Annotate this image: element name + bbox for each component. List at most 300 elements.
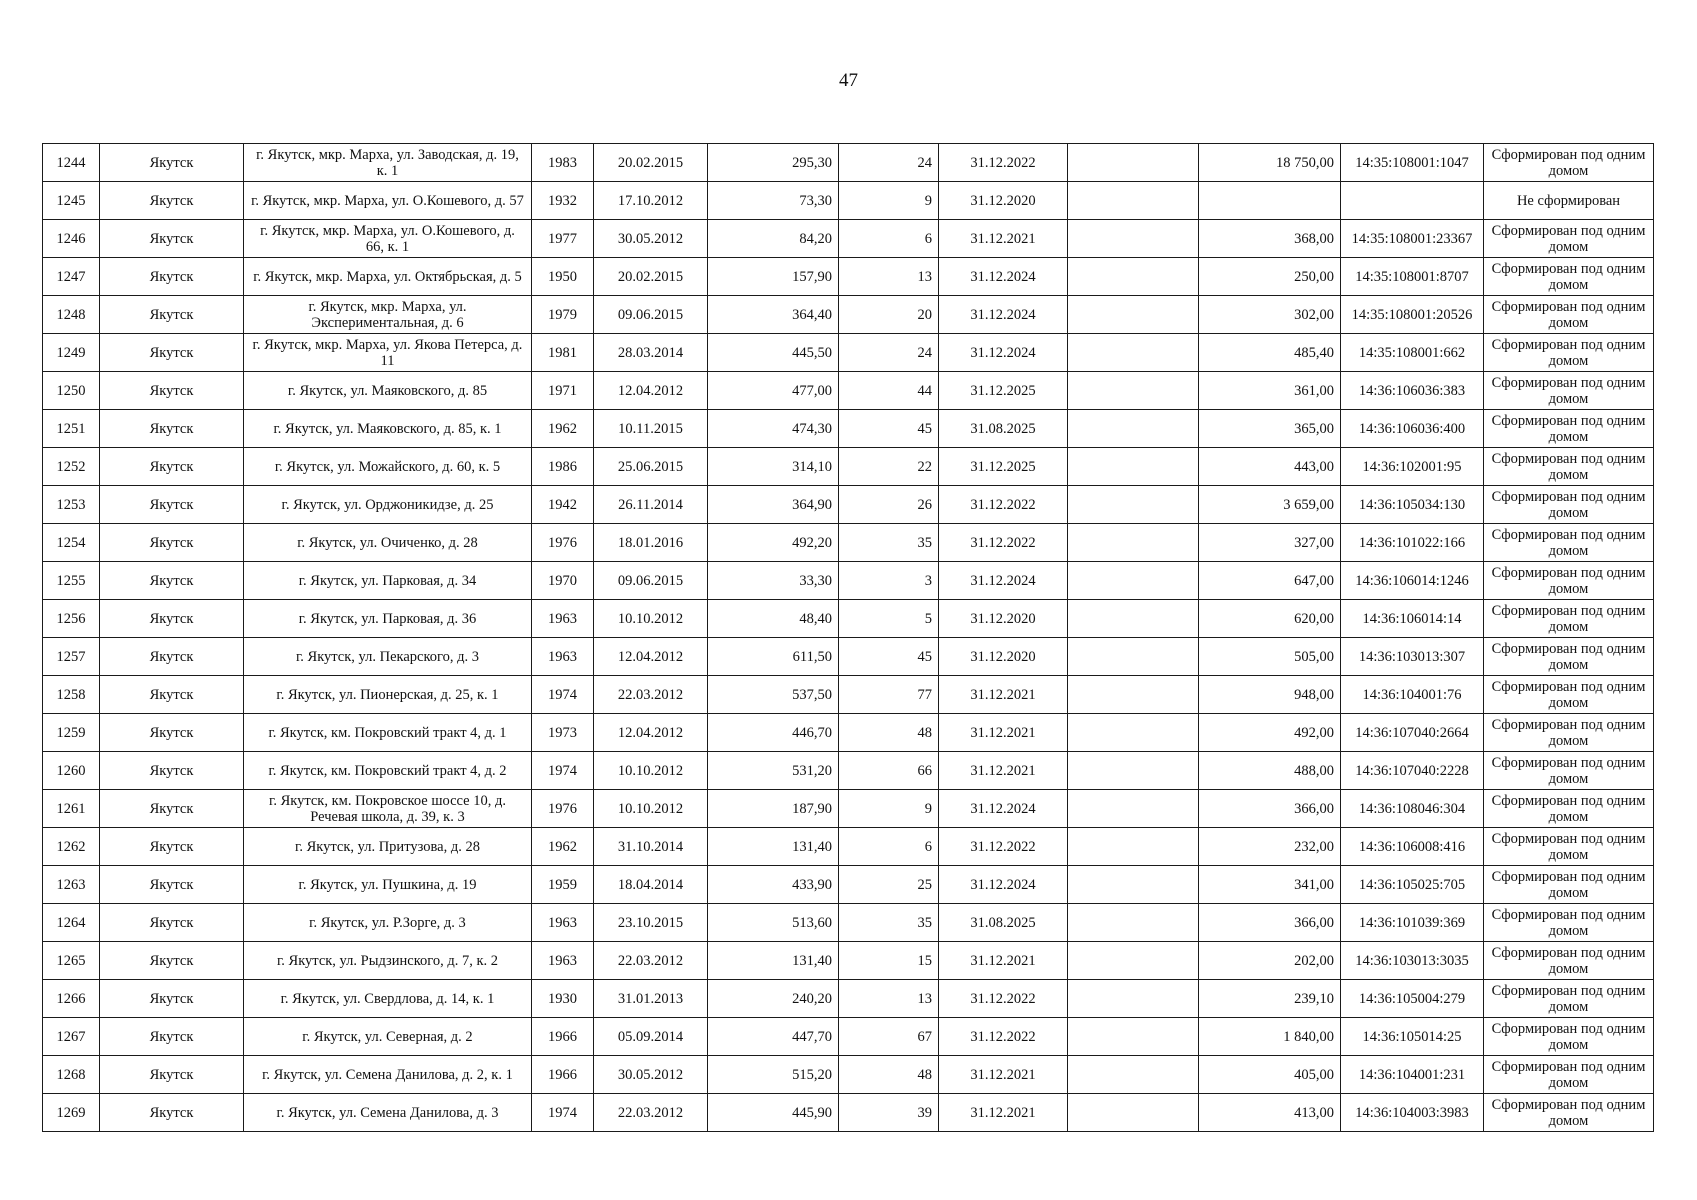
cell-empty (1068, 258, 1199, 296)
cell-address: г. Якутск, мкр. Марха, ул. Заводская, д. 19, к. 1 (244, 144, 532, 182)
cell-address: г. Якутск, ул. Можайского, д. 60, к. 5 (244, 448, 532, 486)
cell-status: Сформирован под одним домом (1484, 904, 1654, 942)
cell-residents: 6 (839, 828, 939, 866)
cell-deadline: 31.12.2022 (939, 144, 1068, 182)
cell-land-area: 366,00 (1199, 790, 1341, 828)
cell-cadastral-number: 14:35:108001:23367 (1341, 220, 1484, 258)
cell-city: Якутск (100, 904, 244, 942)
cell-area: 515,20 (708, 1056, 839, 1094)
table-row (43, 296, 1654, 334)
cell-empty (1068, 942, 1199, 980)
cell-cadastral-number: 14:36:106014:1246 (1341, 562, 1484, 600)
table-row (43, 448, 1654, 486)
cell-cadastral-number: 14:36:104003:3983 (1341, 1094, 1484, 1132)
cell-area: 314,10 (708, 448, 839, 486)
cell-empty (1068, 372, 1199, 410)
cell-number: 1245 (43, 182, 100, 220)
cell-number: 1252 (43, 448, 100, 486)
cell-city: Якутск (100, 866, 244, 904)
cell-cadastral-number: 14:36:106008:416 (1341, 828, 1484, 866)
cell-number: 1246 (43, 220, 100, 258)
cell-deadline: 31.12.2020 (939, 600, 1068, 638)
cell-date: 10.10.2012 (594, 790, 708, 828)
table-row (43, 1018, 1654, 1056)
cell-status: Сформирован под одним домом (1484, 448, 1654, 486)
cell-address: г. Якутск, ул. Рыдзинского, д. 7, к. 2 (244, 942, 532, 980)
cell-date: 12.04.2012 (594, 714, 708, 752)
cell-area: 131,40 (708, 828, 839, 866)
cell-deadline: 31.12.2021 (939, 1056, 1068, 1094)
cell-area: 445,90 (708, 1094, 839, 1132)
cell-land-area: 361,00 (1199, 372, 1341, 410)
cell-status: Сформирован под одним домом (1484, 372, 1654, 410)
cell-land-area: 365,00 (1199, 410, 1341, 448)
cell-number: 1257 (43, 638, 100, 676)
cell-address: г. Якутск, ул. Р.Зорге, д. 3 (244, 904, 532, 942)
cell-status: Сформирован под одним домом (1484, 1094, 1654, 1132)
cell-land-area: 3 659,00 (1199, 486, 1341, 524)
cell-area: 131,40 (708, 942, 839, 980)
cell-land-area: 202,00 (1199, 942, 1341, 980)
cell-date: 18.01.2016 (594, 524, 708, 562)
cell-year: 1970 (532, 562, 594, 600)
cell-year: 1962 (532, 828, 594, 866)
cell-date: 09.06.2015 (594, 296, 708, 334)
cell-date: 20.02.2015 (594, 144, 708, 182)
cell-cadastral-number: 14:35:108001:1047 (1341, 144, 1484, 182)
cell-year: 1977 (532, 220, 594, 258)
cell-empty (1068, 752, 1199, 790)
cell-cadastral-number: 14:36:103013:307 (1341, 638, 1484, 676)
table-row (43, 258, 1654, 296)
cell-land-area: 302,00 (1199, 296, 1341, 334)
cell-city: Якутск (100, 980, 244, 1018)
cell-land-area: 1 840,00 (1199, 1018, 1341, 1056)
table-row (43, 1056, 1654, 1094)
cell-address: г. Якутск, мкр. Марха, ул. О.Кошевого, д. 66, к. 1 (244, 220, 532, 258)
cell-address: г. Якутск, мкр. Марха, ул. О.Кошевого, д. 57 (244, 182, 532, 220)
cell-land-area (1199, 182, 1341, 220)
cell-deadline: 31.12.2021 (939, 942, 1068, 980)
cell-residents: 35 (839, 904, 939, 942)
cell-city: Якутск (100, 714, 244, 752)
table-row (43, 790, 1654, 828)
table-row (43, 486, 1654, 524)
cell-address: г. Якутск, ул. Свердлова, д. 14, к. 1 (244, 980, 532, 1018)
cell-empty (1068, 486, 1199, 524)
page-number: 47 (839, 70, 858, 91)
cell-land-area: 250,00 (1199, 258, 1341, 296)
housing-registry-table (42, 143, 1654, 1132)
cell-date: 17.10.2012 (594, 182, 708, 220)
cell-status: Сформирован под одним домом (1484, 1056, 1654, 1094)
cell-address: г. Якутск, ул. Семена Данилова, д. 3 (244, 1094, 532, 1132)
cell-residents: 20 (839, 296, 939, 334)
cell-status: Сформирован под одним домом (1484, 296, 1654, 334)
cell-land-area: 405,00 (1199, 1056, 1341, 1094)
cell-residents: 39 (839, 1094, 939, 1132)
cell-deadline: 31.12.2024 (939, 334, 1068, 372)
cell-deadline: 31.12.2025 (939, 372, 1068, 410)
cell-deadline: 31.12.2022 (939, 486, 1068, 524)
cell-city: Якутск (100, 258, 244, 296)
cell-cadastral-number: 14:36:106014:14 (1341, 600, 1484, 638)
cell-deadline: 31.12.2020 (939, 638, 1068, 676)
table-row (43, 904, 1654, 942)
cell-deadline: 31.12.2025 (939, 448, 1068, 486)
cell-number: 1251 (43, 410, 100, 448)
cell-cadastral-number: 14:36:105034:130 (1341, 486, 1484, 524)
cell-empty (1068, 790, 1199, 828)
cell-status: Сформирован под одним домом (1484, 144, 1654, 182)
cell-city: Якутск (100, 600, 244, 638)
cell-land-area: 620,00 (1199, 600, 1341, 638)
cell-land-area: 341,00 (1199, 866, 1341, 904)
cell-date: 09.06.2015 (594, 562, 708, 600)
cell-year: 1950 (532, 258, 594, 296)
cell-status: Сформирован под одним домом (1484, 524, 1654, 562)
table-row (43, 676, 1654, 714)
cell-cadastral-number: 14:35:108001:20526 (1341, 296, 1484, 334)
cell-address: г. Якутск, ул. Пионерская, д. 25, к. 1 (244, 676, 532, 714)
cell-cadastral-number (1341, 182, 1484, 220)
cell-land-area: 413,00 (1199, 1094, 1341, 1132)
cell-city: Якутск (100, 752, 244, 790)
cell-residents: 3 (839, 562, 939, 600)
cell-year: 1976 (532, 790, 594, 828)
cell-year: 1963 (532, 942, 594, 980)
cell-city: Якутск (100, 144, 244, 182)
cell-residents: 48 (839, 714, 939, 752)
cell-residents: 35 (839, 524, 939, 562)
cell-status: Сформирован под одним домом (1484, 220, 1654, 258)
cell-residents: 77 (839, 676, 939, 714)
cell-status: Не сформирован (1484, 182, 1654, 220)
cell-cadastral-number: 14:36:107040:2664 (1341, 714, 1484, 752)
cell-city: Якутск (100, 676, 244, 714)
cell-area: 477,00 (708, 372, 839, 410)
cell-area: 537,50 (708, 676, 839, 714)
cell-deadline: 31.12.2022 (939, 524, 1068, 562)
table-row (43, 410, 1654, 448)
cell-date: 10.11.2015 (594, 410, 708, 448)
cell-land-area: 443,00 (1199, 448, 1341, 486)
cell-date: 22.03.2012 (594, 676, 708, 714)
cell-empty (1068, 144, 1199, 182)
cell-land-area: 488,00 (1199, 752, 1341, 790)
cell-date: 18.04.2014 (594, 866, 708, 904)
cell-number: 1268 (43, 1056, 100, 1094)
cell-number: 1253 (43, 486, 100, 524)
cell-area: 513,60 (708, 904, 839, 942)
cell-deadline: 31.12.2021 (939, 676, 1068, 714)
cell-address: г. Якутск, ул. Очиченко, д. 28 (244, 524, 532, 562)
cell-cadastral-number: 14:36:103013:3035 (1341, 942, 1484, 980)
cell-residents: 15 (839, 942, 939, 980)
cell-date: 12.04.2012 (594, 638, 708, 676)
cell-land-area: 485,40 (1199, 334, 1341, 372)
cell-year: 1963 (532, 904, 594, 942)
cell-status: Сформирован под одним домом (1484, 258, 1654, 296)
cell-date: 10.10.2012 (594, 600, 708, 638)
cell-deadline: 31.08.2025 (939, 410, 1068, 448)
cell-year: 1973 (532, 714, 594, 752)
cell-land-area: 366,00 (1199, 904, 1341, 942)
cell-cadastral-number: 14:36:105004:279 (1341, 980, 1484, 1018)
cell-residents: 44 (839, 372, 939, 410)
cell-year: 1974 (532, 1094, 594, 1132)
cell-residents: 6 (839, 220, 939, 258)
cell-status: Сформирован под одним домом (1484, 562, 1654, 600)
cell-area: 33,30 (708, 562, 839, 600)
cell-year: 1974 (532, 676, 594, 714)
cell-deadline: 31.12.2024 (939, 790, 1068, 828)
cell-status: Сформирован под одним домом (1484, 790, 1654, 828)
cell-city: Якутск (100, 372, 244, 410)
cell-area: 295,30 (708, 144, 839, 182)
cell-city: Якутск (100, 790, 244, 828)
cell-number: 1262 (43, 828, 100, 866)
cell-cadastral-number: 14:35:108001:8707 (1341, 258, 1484, 296)
cell-residents: 13 (839, 258, 939, 296)
table-body (43, 144, 1654, 1132)
cell-address: г. Якутск, км. Покровский тракт 4, д. 1 (244, 714, 532, 752)
cell-area: 48,40 (708, 600, 839, 638)
cell-year: 1966 (532, 1018, 594, 1056)
cell-status: Сформирован под одним домом (1484, 638, 1654, 676)
cell-address: г. Якутск, ул. Пушкина, д. 19 (244, 866, 532, 904)
cell-date: 23.10.2015 (594, 904, 708, 942)
cell-number: 1254 (43, 524, 100, 562)
cell-number: 1249 (43, 334, 100, 372)
cell-residents: 67 (839, 1018, 939, 1056)
cell-land-area: 492,00 (1199, 714, 1341, 752)
cell-cadastral-number: 14:36:105014:25 (1341, 1018, 1484, 1056)
cell-address: г. Якутск, мкр. Марха, ул. Экспериментальная, д. 6 (244, 296, 532, 334)
cell-deadline: 31.12.2021 (939, 714, 1068, 752)
cell-year: 1971 (532, 372, 594, 410)
table-row (43, 752, 1654, 790)
cell-number: 1265 (43, 942, 100, 980)
cell-address: г. Якутск, ул. Маяковского, д. 85, к. 1 (244, 410, 532, 448)
cell-number: 1244 (43, 144, 100, 182)
cell-cadastral-number: 14:36:101022:166 (1341, 524, 1484, 562)
table-row (43, 638, 1654, 676)
cell-address: г. Якутск, ул. Семена Данилова, д. 2, к. 1 (244, 1056, 532, 1094)
cell-year: 1983 (532, 144, 594, 182)
cell-empty (1068, 562, 1199, 600)
cell-number: 1258 (43, 676, 100, 714)
cell-number: 1263 (43, 866, 100, 904)
table-row (43, 220, 1654, 258)
cell-land-area: 239,10 (1199, 980, 1341, 1018)
cell-status: Сформирован под одним домом (1484, 410, 1654, 448)
cell-residents: 24 (839, 144, 939, 182)
table-row (43, 372, 1654, 410)
cell-year: 1981 (532, 334, 594, 372)
cell-number: 1266 (43, 980, 100, 1018)
cell-number: 1267 (43, 1018, 100, 1056)
table-row (43, 144, 1654, 182)
cell-city: Якутск (100, 828, 244, 866)
cell-address: г. Якутск, мкр. Марха, ул. Октябрьская, д. 5 (244, 258, 532, 296)
table-row (43, 600, 1654, 638)
cell-cadastral-number: 14:36:105025:705 (1341, 866, 1484, 904)
cell-address: г. Якутск, ул. Орджоникидзе, д. 25 (244, 486, 532, 524)
cell-empty (1068, 296, 1199, 334)
cell-year: 1979 (532, 296, 594, 334)
table-row (43, 866, 1654, 904)
cell-area: 531,20 (708, 752, 839, 790)
cell-city: Якутск (100, 562, 244, 600)
cell-status: Сформирован под одним домом (1484, 1018, 1654, 1056)
cell-city: Якутск (100, 448, 244, 486)
cell-deadline: 31.12.2022 (939, 828, 1068, 866)
cell-area: 187,90 (708, 790, 839, 828)
cell-area: 611,50 (708, 638, 839, 676)
cell-number: 1259 (43, 714, 100, 752)
cell-residents: 26 (839, 486, 939, 524)
cell-city: Якутск (100, 1094, 244, 1132)
cell-empty (1068, 980, 1199, 1018)
cell-land-area: 232,00 (1199, 828, 1341, 866)
cell-residents: 24 (839, 334, 939, 372)
cell-area: 445,50 (708, 334, 839, 372)
cell-empty (1068, 638, 1199, 676)
cell-year: 1986 (532, 448, 594, 486)
cell-year: 1942 (532, 486, 594, 524)
table-row (43, 334, 1654, 372)
cell-date: 22.03.2012 (594, 1094, 708, 1132)
cell-cadastral-number: 14:36:108046:304 (1341, 790, 1484, 828)
cell-date: 25.06.2015 (594, 448, 708, 486)
cell-number: 1261 (43, 790, 100, 828)
cell-number: 1248 (43, 296, 100, 334)
cell-number: 1250 (43, 372, 100, 410)
cell-deadline: 31.12.2021 (939, 220, 1068, 258)
cell-cadastral-number: 14:35:108001:662 (1341, 334, 1484, 372)
cell-date: 31.10.2014 (594, 828, 708, 866)
table-row (43, 562, 1654, 600)
cell-status: Сформирован под одним домом (1484, 486, 1654, 524)
cell-empty (1068, 448, 1199, 486)
cell-year: 1966 (532, 1056, 594, 1094)
cell-deadline: 31.12.2024 (939, 562, 1068, 600)
cell-empty (1068, 182, 1199, 220)
cell-address: г. Якутск, км. Покровский тракт 4, д. 2 (244, 752, 532, 790)
cell-date: 05.09.2014 (594, 1018, 708, 1056)
cell-land-area: 948,00 (1199, 676, 1341, 714)
cell-deadline: 31.12.2022 (939, 980, 1068, 1018)
cell-residents: 48 (839, 1056, 939, 1094)
cell-status: Сформирован под одним домом (1484, 714, 1654, 752)
cell-date: 10.10.2012 (594, 752, 708, 790)
cell-residents: 22 (839, 448, 939, 486)
table-row (43, 1094, 1654, 1132)
table-row (43, 524, 1654, 562)
cell-cadastral-number: 14:36:102001:95 (1341, 448, 1484, 486)
cell-address: г. Якутск, км. Покровское шоссе 10, д. Речевая школа, д. 39, к. 3 (244, 790, 532, 828)
cell-empty (1068, 1094, 1199, 1132)
cell-area: 157,90 (708, 258, 839, 296)
table-row (43, 828, 1654, 866)
cell-date: 26.11.2014 (594, 486, 708, 524)
cell-deadline: 31.12.2020 (939, 182, 1068, 220)
cell-residents: 9 (839, 790, 939, 828)
cell-year: 1976 (532, 524, 594, 562)
cell-city: Якутск (100, 486, 244, 524)
cell-cadastral-number: 14:36:106036:383 (1341, 372, 1484, 410)
cell-area: 240,20 (708, 980, 839, 1018)
cell-land-area: 18 750,00 (1199, 144, 1341, 182)
cell-year: 1959 (532, 866, 594, 904)
cell-address: г. Якутск, ул. Притузова, д. 28 (244, 828, 532, 866)
cell-status: Сформирован под одним домом (1484, 676, 1654, 714)
cell-cadastral-number: 14:36:104001:231 (1341, 1056, 1484, 1094)
cell-area: 447,70 (708, 1018, 839, 1056)
cell-address: г. Якутск, ул. Пекарского, д. 3 (244, 638, 532, 676)
cell-empty (1068, 220, 1199, 258)
cell-year: 1963 (532, 638, 594, 676)
cell-empty (1068, 1056, 1199, 1094)
cell-number: 1247 (43, 258, 100, 296)
cell-deadline: 31.12.2021 (939, 1094, 1068, 1132)
cell-year: 1963 (532, 600, 594, 638)
cell-city: Якутск (100, 410, 244, 448)
cell-status: Сформирован под одним домом (1484, 980, 1654, 1018)
cell-date: 22.03.2012 (594, 942, 708, 980)
table-row (43, 714, 1654, 752)
cell-city: Якутск (100, 1018, 244, 1056)
cell-deadline: 31.12.2024 (939, 866, 1068, 904)
cell-date: 30.05.2012 (594, 220, 708, 258)
cell-area: 73,30 (708, 182, 839, 220)
cell-address: г. Якутск, ул. Маяковского, д. 85 (244, 372, 532, 410)
cell-empty (1068, 676, 1199, 714)
cell-year: 1974 (532, 752, 594, 790)
cell-land-area: 505,00 (1199, 638, 1341, 676)
cell-city: Якутск (100, 220, 244, 258)
cell-deadline: 31.08.2025 (939, 904, 1068, 942)
cell-cadastral-number: 14:36:104001:76 (1341, 676, 1484, 714)
cell-city: Якутск (100, 182, 244, 220)
cell-number: 1256 (43, 600, 100, 638)
cell-address: г. Якутск, ул. Парковая, д. 36 (244, 600, 532, 638)
cell-date: 28.03.2014 (594, 334, 708, 372)
cell-city: Якутск (100, 296, 244, 334)
cell-address: г. Якутск, мкр. Марха, ул. Якова Петерса, д. 11 (244, 334, 532, 372)
cell-year: 1932 (532, 182, 594, 220)
cell-area: 364,90 (708, 486, 839, 524)
cell-empty (1068, 524, 1199, 562)
cell-deadline: 31.12.2024 (939, 296, 1068, 334)
cell-city: Якутск (100, 1056, 244, 1094)
cell-number: 1255 (43, 562, 100, 600)
cell-area: 84,20 (708, 220, 839, 258)
cell-empty (1068, 904, 1199, 942)
cell-date: 31.01.2013 (594, 980, 708, 1018)
cell-city: Якутск (100, 942, 244, 980)
cell-land-area: 647,00 (1199, 562, 1341, 600)
cell-number: 1264 (43, 904, 100, 942)
cell-empty (1068, 334, 1199, 372)
cell-status: Сформирован под одним домом (1484, 600, 1654, 638)
cell-date: 30.05.2012 (594, 1056, 708, 1094)
cell-address: г. Якутск, ул. Северная, д. 2 (244, 1018, 532, 1056)
cell-land-area: 368,00 (1199, 220, 1341, 258)
cell-cadastral-number: 14:36:107040:2228 (1341, 752, 1484, 790)
cell-area: 446,70 (708, 714, 839, 752)
